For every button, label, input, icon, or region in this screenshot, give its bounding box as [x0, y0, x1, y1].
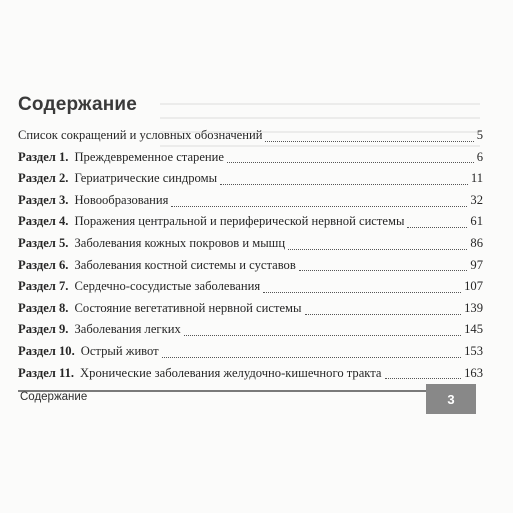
toc-page-number: 11	[470, 171, 483, 186]
toc-entry	[18, 193, 483, 215]
toc-dot-leader	[288, 248, 467, 250]
toc-dot-leader	[162, 356, 461, 358]
toc-title: Поражения центральной и периферической нервной системы	[74, 214, 405, 229]
toc-entry	[18, 128, 483, 150]
toc-entry	[18, 258, 483, 280]
toc-page-number: 61	[470, 214, 483, 229]
toc-page-number: 5	[476, 128, 483, 142]
toc-section-number: Раздел 8.	[18, 300, 69, 315]
toc-title: Состояние вегетативной нервной системы	[74, 300, 302, 315]
toc-entry	[18, 279, 483, 301]
toc-section-number: Раздел 7.	[18, 279, 69, 294]
toc-title: Острый живот	[80, 343, 159, 358]
toc-entry	[18, 301, 483, 323]
toc-dot-leader	[265, 140, 473, 142]
toc-entry	[18, 150, 483, 172]
toc-entry	[18, 171, 483, 193]
toc-entry	[18, 344, 483, 366]
toc-section-number: Раздел 10.	[18, 343, 75, 358]
toc-dot-leader	[407, 226, 467, 228]
toc-page-number: 6	[476, 149, 483, 164]
toc-entry	[18, 214, 483, 236]
toc-section-number: Раздел 1.	[18, 149, 69, 164]
toc-section-number: Раздел 2.	[18, 171, 69, 186]
toc-title: Заболевания легких	[74, 322, 181, 337]
page-number-badge: 3	[426, 384, 476, 414]
toc-section-number: Раздел 11.	[18, 365, 75, 380]
toc-page-number: 145	[464, 322, 483, 337]
running-footer-label: Содержание	[20, 391, 88, 403]
toc-page-number: 86	[470, 235, 483, 250]
toc-dot-leader	[171, 205, 467, 207]
toc-page-number: 139	[464, 300, 483, 315]
toc-dot-leader	[385, 377, 462, 379]
toc-title: Преждевременное старение	[74, 149, 224, 164]
toc-section-number: Раздел 6.	[18, 257, 69, 272]
table-of-contents	[18, 128, 483, 387]
toc-section-number: Раздел 4.	[18, 214, 69, 229]
toc-dot-leader	[305, 313, 462, 315]
toc-page-number: 97	[470, 257, 483, 272]
toc-dot-leader	[227, 161, 474, 163]
toc-dot-leader	[263, 291, 461, 293]
toc-title: Гериатрические синдромы	[74, 171, 218, 186]
toc-page-number: 32	[470, 192, 483, 207]
toc-entry	[18, 236, 483, 258]
toc-section-number: Раздел 3.	[18, 192, 69, 207]
toc-section-number: Раздел 5.	[18, 235, 69, 250]
toc-page-number: 153	[464, 343, 483, 358]
toc-title: Новообразования	[74, 192, 169, 207]
toc-dot-leader	[184, 334, 461, 336]
toc-dot-leader	[220, 183, 468, 185]
toc-page-number: 107	[464, 279, 483, 294]
toc-title: Заболевания костной системы и суставов	[74, 257, 296, 272]
toc-title: Сердечно-сосудистые заболевания	[74, 279, 261, 294]
toc-entry	[18, 322, 483, 344]
toc-title: Заболевания кожных покровов и мышц	[74, 235, 286, 250]
toc-title: Хронические заболевания желудочно-кишечного тракта	[80, 365, 382, 380]
toc-page-number: 163	[464, 365, 483, 380]
page-title: Содержание	[18, 94, 138, 115]
toc-dot-leader	[299, 269, 468, 271]
toc-title: Список сокращений и условных обозначений	[18, 128, 263, 142]
toc-section-number: Раздел 9.	[18, 322, 69, 337]
toc-entry	[18, 366, 483, 388]
